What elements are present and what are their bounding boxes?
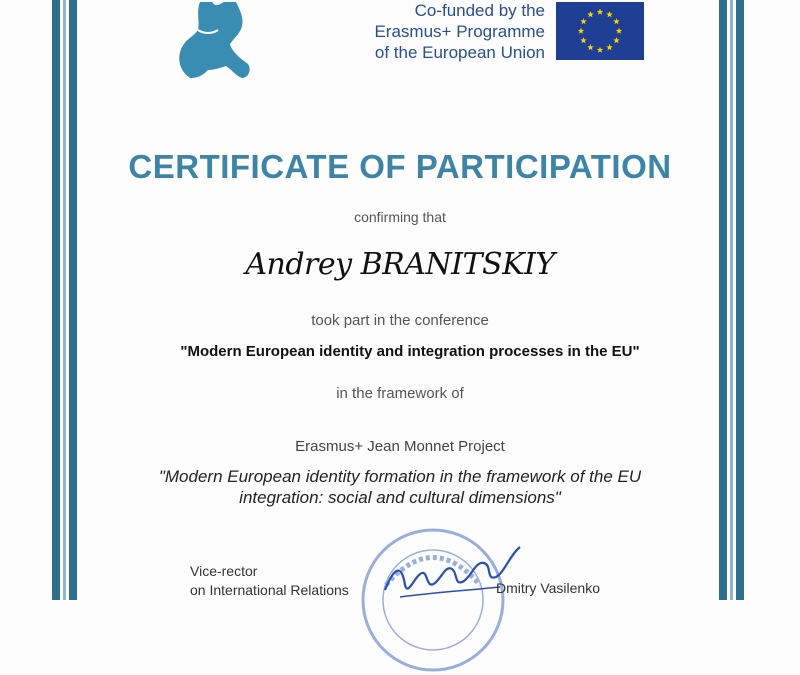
cofunded-text [340, 0, 545, 63]
participant-name: Andrey BRANITSKIY [245, 247, 555, 282]
took-part-text: took part in the conference [311, 312, 489, 329]
cofunded-line-1: Co-funded by the [414, 1, 545, 20]
project-title [0, 466, 800, 508]
cofunded-line-3: of the European Union [374, 43, 545, 62]
conference-name: "Modern European identity and integration processes in the EU" [180, 343, 640, 360]
signatory-name: Dmitry Vasilenko [496, 580, 600, 596]
position-line-1: Vice-rector [190, 563, 258, 579]
cofunded-line-2: Erasmus+ Programme [374, 22, 545, 41]
certificate-title: CERTIFICATE OF PARTICIPATION [128, 148, 672, 185]
confirming-text: confirming that [354, 209, 446, 225]
project-title-line-2: integration: social and cultural dimensions" [239, 488, 561, 507]
position-line-2: on International Relations [190, 582, 349, 598]
project-label: Erasmus+ Jean Monnet Project [295, 438, 505, 455]
framework-text: in the framework of [336, 385, 464, 402]
university-griffin-logo [160, 0, 260, 80]
project-title-line-1: "Modern European identity formation in the framework of the EU [158, 467, 642, 486]
vice-rector-title [190, 562, 349, 600]
eu-flag-icon [556, 2, 644, 60]
